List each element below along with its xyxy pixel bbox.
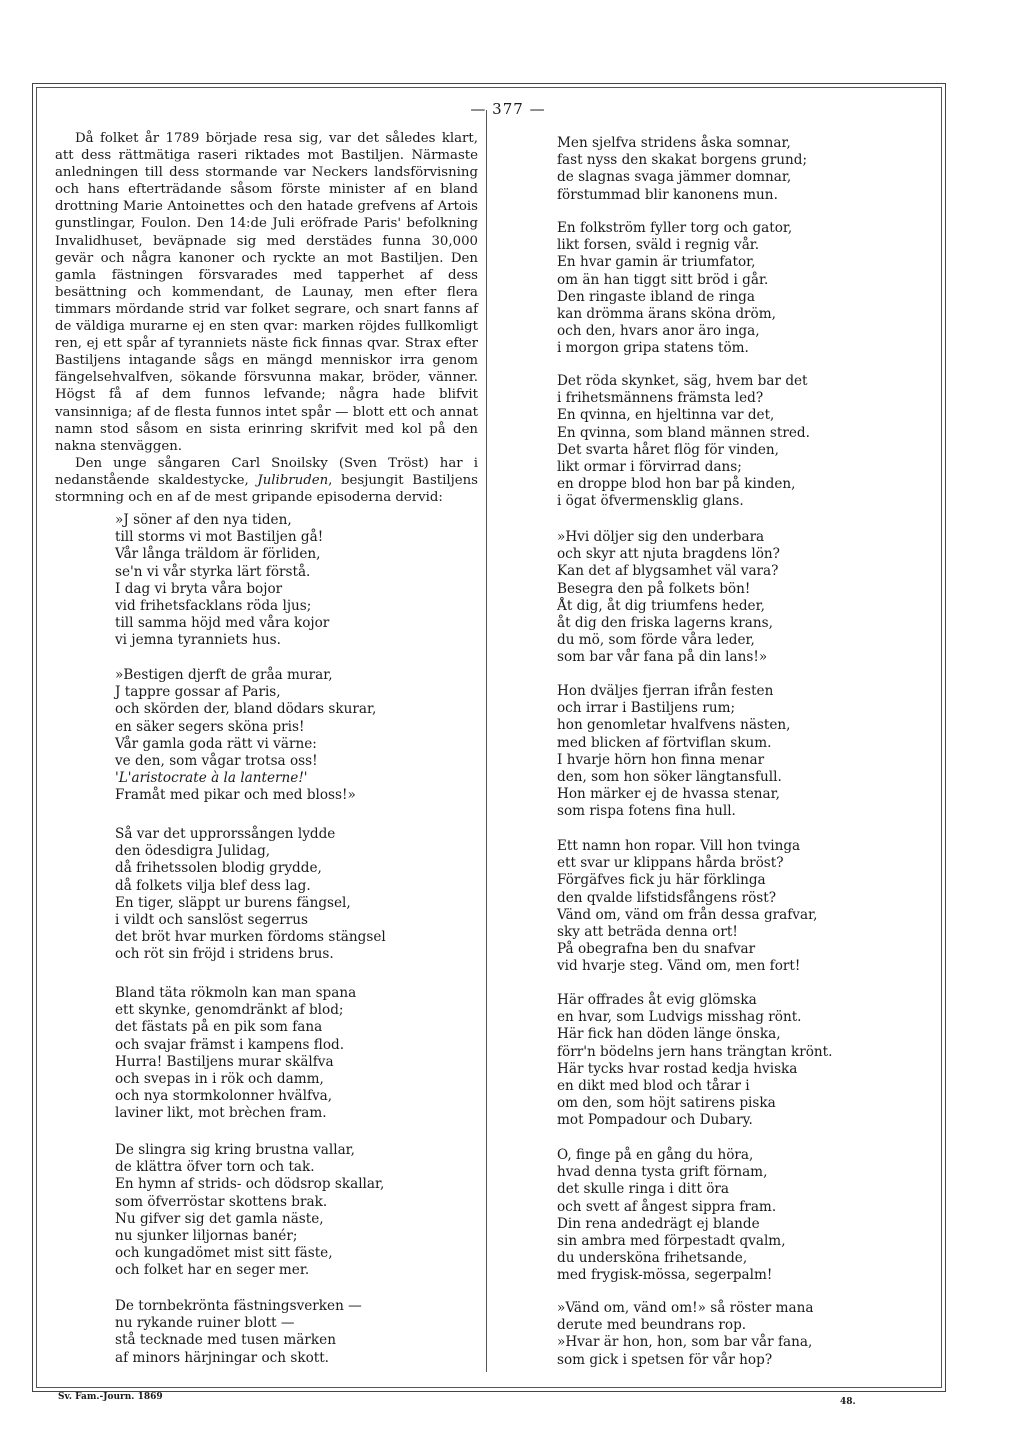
poem-line: den ödesdigra Julidag, [115,843,271,860]
poem-right-stanza-6 [557,838,927,976]
poem-line: se'n vi vår styrka lärt förstå. [115,563,311,580]
poem-left-stanza-3 [115,826,475,964]
poem-line: O, finge på en gång du höra, [557,1147,754,1163]
poem-line: den, som hon söker längtansfull. [557,769,782,786]
poem-line: en dikt med blod och tårar i [557,1078,750,1095]
poem-line: En tiger, släppt ur burens fängsel, [115,894,351,911]
poem-line: nu sjunker liljornas banér; [115,1228,298,1245]
poem-line: hon genomletar hvalfvens nästen, [557,717,791,734]
poem-line: de klättra öfver torn och tak. [115,1159,315,1176]
poem-line-italic-text: 'L'aristocrate à la lanterne!' [115,770,308,787]
poem-line: åt dig den friska lagerns krans, [557,615,773,632]
poem-line: Din rena andedrägt ej blande [557,1215,760,1232]
poem-line: En qvinna, som bland männen stred. [557,424,810,441]
poem-line: Men sjelfva stridens åska somnar, [557,135,791,151]
poem-line: Här offrades åt evig glömska [557,992,757,1008]
poem-line: En folkström fyller torg och gator, [557,220,793,236]
poem-line: vid frihetsfacklans röda ljus; [115,598,312,615]
poem-line: och nya stormkolonner hvälfva, [115,1088,333,1105]
poem-line: det skulle ringa i ditt öra [557,1181,730,1198]
poem-line: stå tecknade med tusen märken [115,1332,336,1349]
poem-line: »Bestigen djerft de gråa murar, [115,667,333,683]
poem-right-stanza-9 [557,1300,927,1369]
poem-line: i ögat öfvermensklig glans. [557,493,744,510]
poem-line: i morgon gripa statens töm. [557,340,749,357]
poem-left-stanza-4 [115,985,475,1123]
poem-line: den qvalde lifstidsfångens röst? [557,889,777,906]
poem-line: i vildt och sanslöst segerrus [115,912,309,929]
poem-line: som rispa fotens fina hull. [557,803,736,820]
poem-line: som gick i spetsen för vår hop? [557,1351,773,1368]
footer-journal: Sv. Fam.-Journ. 1869 [58,1392,163,1402]
poem-right-stanza-5 [557,683,927,821]
poem-line: Bland täta rökmoln kan man spana [115,985,357,1001]
poem-line: På obegrafna ben du snafvar [557,941,756,958]
poem-line: och svett af ångest sippra fram. [557,1198,777,1215]
poem-line: Besegra den på folkets bön! [557,580,751,597]
poem-line: som bar vår fana på din lans!» [557,649,768,666]
poem-right-stanza-2 [557,220,927,358]
poem-line: likt forsen, sväld i regnig vår. [557,237,760,254]
poem-line: »Hvi döljer sig den underbara [557,529,765,545]
poem-line: Det röda skynket, säg, hvem bar det [557,373,808,389]
poem-line: Hurra! Bastiljens murar skälfva [115,1053,334,1070]
poem-line: och skyr att njuta bragdens lön? [557,546,780,563]
poem-line: ett skynke, genomdränkt af blod; [115,1002,344,1019]
poem-line: »Vänd om, vänd om!» så röster mana [557,1300,814,1316]
poem-line: Så var det upprorssången lydde [115,826,336,842]
poem-line: sky att beträda denna ort! [557,924,738,941]
poem-line: till samma höjd med våra kojor [115,615,330,632]
poem-line: då folkets vilja blef dess lag. [115,877,311,894]
prose-paragraph-2-end: , besjungit Bastiljens stormning och en af de mest gripande episoderna dervid: [55,472,478,505]
poem-line: och folket har en seger mer. [115,1262,310,1279]
poem-line: en hvar, som Ludvigs misshag rönt. [557,1009,802,1026]
poem-line: ve den, som vågar trotsa oss! [115,753,318,770]
poem-line: En qvinna, en hjeltinna var det, [557,407,775,424]
footer-sheet-number: 48. [840,1397,856,1407]
poem-line: förr'n bödelns jern hans trängtan krönt. [557,1043,833,1060]
poem-left-stanza-5 [115,1142,475,1280]
poem-line: det fästats på en pik som fana [115,1019,323,1036]
poem-line: I hvarje hörn hon finna menar [557,751,765,768]
poem-left-stanza-2 [115,667,475,805]
poem-line: och svajar främst i kampens flod. [115,1036,345,1053]
poem-line: sin ambra med förpestadt qvalm, [557,1233,786,1250]
poem-line: och svepas in i rök och damm, [115,1071,324,1088]
prose-section [55,130,478,506]
poem-right-stanza-7 [557,992,927,1130]
poem-line: Vänd om, vänd om från dessa grafvar, [557,906,818,923]
poem-line: I dag vi bryta våra bojor [115,580,283,597]
poem-line-italic [115,770,475,787]
poem-line: af minors härjningar och skott. [115,1349,330,1366]
poem-line: Här tycks hvar rostad kedja hviska [557,1060,798,1077]
poem-line: nu rykande ruiner blott — [115,1315,295,1332]
poem-title: Julibruden [257,472,329,488]
poem-line: J tappre gossar af Paris, [115,684,281,701]
prose-paragraph-2 [55,455,478,506]
poem-line: Den ringaste ibland de ringa [557,288,755,305]
poem-line: De slingra sig kring brustna vallar, [115,1142,356,1158]
poem-line: De tornbekrönta fästningsverken — [115,1298,362,1314]
poem-right-stanza-3 [557,373,927,511]
poem-line: kan drömma ärans sköna dröm, [557,306,776,323]
poem-line: Nu gifver sig det gamla näste, [115,1210,324,1227]
poem-line: En hymn af strids- och dödsrop skallar, [115,1176,385,1193]
poem-line: du mö, som förde våra leder, [557,632,755,649]
poem-line: förstummad blir kanonens mun. [557,186,778,203]
poem-line: som öfverröstar skottens brak. [115,1193,328,1210]
prose-paragraph-2-start: Den unge sångaren Carl Snoilsky (Sven Tröst) har i nedanstående skaldestycke, [55,455,478,488]
poem-line: och kungadömet mist sitt fäste, [115,1245,333,1262]
poem-line: med blicken af förtviflan skum. [557,734,772,751]
poem-line: du undersköna frihetsande, [557,1250,748,1267]
poem-line: med frygisk-mössa, segerpalm! [557,1267,773,1284]
poem-line: då frihetssolen blodig grydde, [115,860,322,877]
poem-line: och röt sin fröjd i stridens brus. [115,946,334,963]
column-divider [486,110,487,1372]
poem-right-stanza-1 [557,135,927,204]
poem-line: Hon dväljes fjerran ifrån festen [557,683,774,699]
poem-line: vid hvarje steg. Vänd om, men fort! [557,958,801,975]
poem-line: Här fick han döden länge önska, [557,1026,781,1043]
poem-line: Framåt med pikar och med bloss!» [115,787,356,804]
poem-line: laviner likt, mot brèchen fram. [115,1105,327,1122]
poem-right-stanza-8 [557,1147,927,1285]
poem-line: till storms vi mot Bastiljen gå! [115,529,324,546]
poem-line: och skörden der, bland dödars skurar, [115,701,377,718]
poem-left-stanza-2-lines [115,667,475,770]
poem-line: Kan det af blygsamhet väl vara? [557,563,779,580]
poem-line: fast nyss den skakat borgens grund; [557,152,808,169]
poem-left-stanza-6 [115,1298,475,1367]
page-number: — 377 — [470,100,546,118]
poem-line: »Hvar är hon, hon, som bar vår fana, [557,1334,813,1351]
prose-paragraph-1: Då folket år 1789 började resa sig, var det således klart, att dess rättmätiga raseri riktades mot Bastiljen. Närmaste anledningen till dess stormande var Neckers landsförvisning och hans efterträdande såsom förste minister af en bland drottning Marie Antoinettes och den hatade grefvens af Artois gunstlingar, Foulon. Den 14:de Juli eröfrade Paris' befolkning Invalidhuset, beväpnade sig med derstädes funna 30,000 gevär och några kanoner och ryckte an mot Bastiljen. Den gamla fästningen försvarades med tapperhet af dess besättning och kommendant, de Launay, men efter flera timmars mördande strid var folket segrare, och snart fanns af de väldiga murarne ej en sten qvar: marken röjdes fullkomligt ren, ej ett spår af tyranniets näste fick finnas qvar. Strax efter Bastiljens intagande sågs en mängd menniskor irra genom fängelsehvalfven, sökande försvunna makar, bröder, vänner. Högst få af dem funnos lefvande; några hade blifvit vansinniga; af de flesta funnos intet spår — blott ett och annat namn stod såsom en sista erinring skrifvit med kol på den nakna stenväggen. [55,131,478,454]
poem-line: Hon märker ej de hvassa stenar, [557,786,780,803]
poem-line: »J söner af den nya tiden, [115,512,292,528]
poem-line: En hvar gamin är triumfator, [557,254,756,271]
poem-line: Vår långa träldom är förliden, [115,546,321,563]
poem-line: en säker segers sköna pris! [115,718,305,735]
poem-line: Det svarta håret flög för vinden, [557,441,779,458]
poem-line: om än han tiggt sitt bröd i går. [557,271,769,288]
poem-line: Förgäfves fick ju här förklinga [557,872,766,889]
poem-line: mot Pompadour och Dubary. [557,1112,753,1129]
poem-line: Åt dig, åt dig triumfens heder, [557,597,765,614]
poem-line: och irrar i Bastiljens rum; [557,700,736,717]
poem-line: likt ormar i förvirrad dans; [557,459,742,476]
poem-line: de slagnas svaga jämmer domnar, [557,169,792,186]
poem-line: Vår gamla goda rätt vi värne: [115,735,317,752]
poem-line: en droppe blod hon bar på kinden, [557,476,796,493]
poem-line: i frihetsmännens främsta led? [557,390,764,407]
poem-line: och den, hvars anor äro inga, [557,323,760,340]
poem-line: det bröt hvar murken fördoms stängsel [115,929,386,946]
poem-left-stanza-1 [115,512,475,650]
poem-line: Ett namn hon ropar. Vill hon tvinga [557,838,801,854]
poem-line: hvad denna tysta grift förnam, [557,1164,768,1181]
poem-right-stanza-4 [557,529,927,667]
poem-line: om den, som höjt satirens piska [557,1095,776,1112]
poem-line: vi jemna tyranniets hus. [115,632,281,649]
poem-line: derute med beundrans rop. [557,1317,747,1334]
poem-line: ett svar ur klippans hårda bröst? [557,855,784,872]
